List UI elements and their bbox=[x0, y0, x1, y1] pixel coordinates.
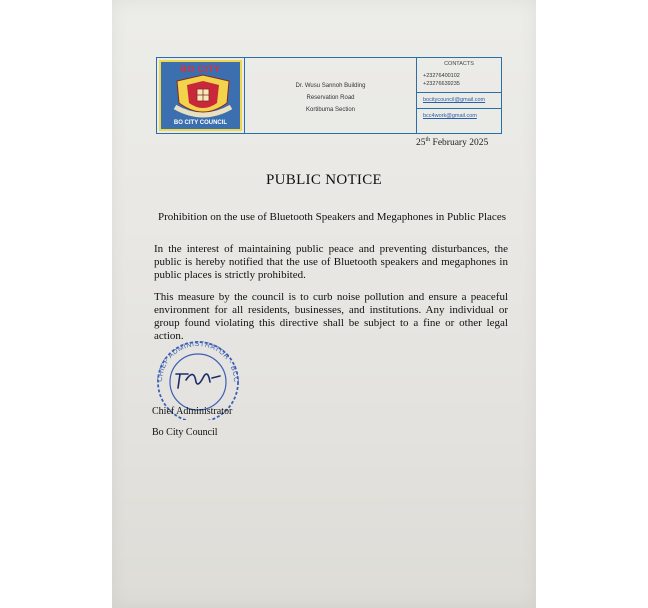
address-line: Dr. Wusu Sannoh Building bbox=[295, 82, 366, 89]
crest-icon bbox=[173, 73, 233, 123]
notice-subject: Prohibition on the use of Bluetooth Speakers and Megaphones in Public Places bbox=[158, 211, 506, 223]
notice-page bbox=[112, 0, 536, 608]
svg-text:CHIEF ADMINISTRATOR - BCC bbox=[157, 341, 239, 383]
handwritten-signature bbox=[176, 374, 220, 388]
logo-bottom-text: BO CITY COUNCIL bbox=[173, 120, 228, 126]
date-rest: February 2025 bbox=[430, 138, 489, 149]
phone-number: +23276639235 bbox=[423, 81, 460, 87]
logo-top-text: BO CITY bbox=[180, 64, 221, 74]
letterhead bbox=[156, 57, 502, 134]
address-block bbox=[245, 58, 417, 133]
address-line: Reservation Road bbox=[306, 94, 355, 101]
notice-paragraph: In the interest of maintaining public peace and preventing disturbances, the public is hereby notified that the use of Bluetooth speakers and megaphones in public places is strictly prohibited. bbox=[154, 243, 508, 281]
email-link[interactable]: bcc4work@gmail.com bbox=[423, 113, 477, 119]
stamp-text: CHIEF ADMINISTRATOR - BCC bbox=[156, 340, 240, 383]
date-suffix: th bbox=[425, 137, 431, 143]
page-title: PUBLIC NOTICE bbox=[266, 172, 382, 188]
notice-paragraph: This measure by the council is to curb noise pollution and ensure a peaceful environment for all residents, businesses, and institutions. Any individual or group found violating this directive shall be subject to a fine or other legal action. bbox=[154, 291, 508, 342]
email-link[interactable]: bocitycouncil@gmail.com bbox=[423, 97, 486, 103]
council-logo bbox=[157, 58, 245, 133]
address-line: Kortibuma Section bbox=[305, 106, 356, 113]
notice-date bbox=[416, 137, 488, 148]
signatory-organization: Bo City Council bbox=[152, 427, 218, 438]
date-day: 25 bbox=[416, 138, 426, 149]
contacts-title: CONTACTS bbox=[444, 61, 474, 67]
contacts-block bbox=[417, 58, 501, 133]
signatory-title: Chief Administrator bbox=[152, 406, 233, 417]
phone-number: +23276400102 bbox=[423, 73, 460, 79]
